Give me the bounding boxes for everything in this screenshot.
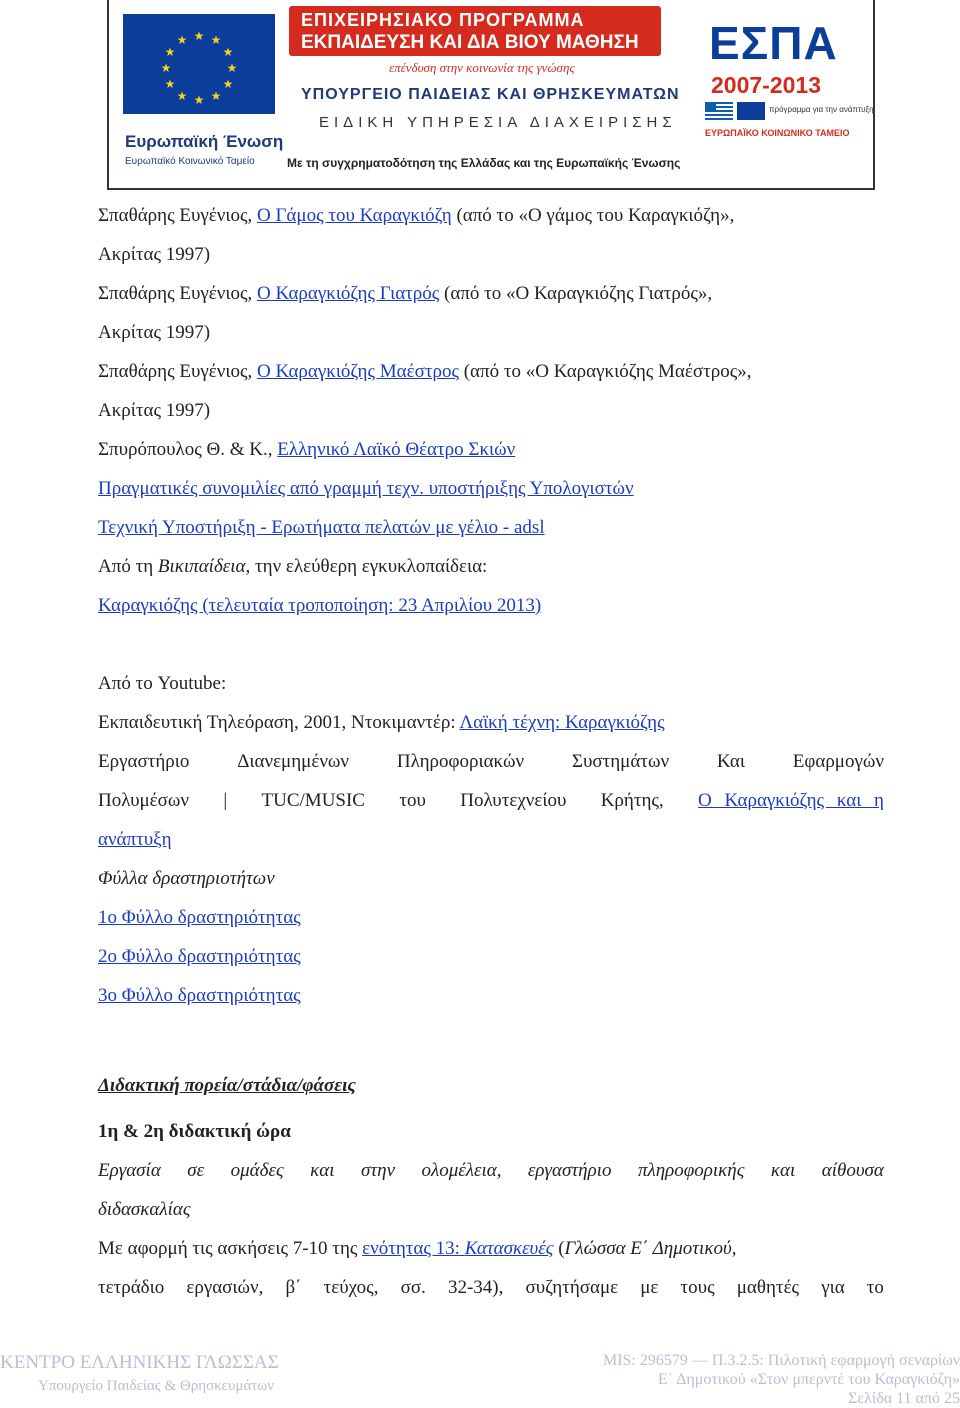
book-title: Γλώσσα Ε΄ Δημοτικού	[564, 1238, 732, 1259]
youtube-link-anaptyksi[interactable]: Ο Καραγκιόζης και η	[698, 790, 884, 811]
reference-3	[98, 360, 752, 384]
word: αίθουσα	[821, 1160, 884, 1181]
word: Πολυτεχνείου	[460, 790, 567, 811]
activity-sheet-1	[98, 906, 301, 930]
separator: |	[223, 790, 228, 811]
word: συζητήσαμε	[525, 1277, 619, 1298]
word: σσ.	[400, 1277, 426, 1298]
unit-13-title: Κατασκευές	[464, 1238, 554, 1259]
reference-source: (από το «Ο γάμος του Καραγκιόζη»,	[456, 205, 735, 226]
footer-mis: MIS: 296579 — Π.3.2.5: Πιλοτική εφαρμογή σεναρίων	[602, 1352, 960, 1369]
programme-logo	[289, 6, 689, 156]
svg-text:★: ★	[210, 33, 222, 47]
programme-box	[289, 6, 661, 56]
reference-5	[98, 477, 634, 501]
footer-page-number: Σελίδα 11 από 25	[848, 1390, 960, 1407]
eu-logo	[123, 14, 284, 182]
reference-link-texniki-ypostiriksi[interactable]: Τεχνική Υποστήριξη - Ερωτήματα πελατών με γέλιο - adsl	[98, 517, 545, 538]
reference-1	[98, 204, 734, 228]
paren: (	[558, 1238, 565, 1259]
word: β΄	[285, 1277, 302, 1298]
eu-small-flag-icon	[737, 102, 765, 120]
unit-13-label: ενότητας 13:	[362, 1238, 460, 1259]
svg-text:★: ★	[222, 77, 234, 91]
activity-sheet-3	[98, 984, 301, 1008]
reference-author: Σπυρόπουλος Θ. & Κ.,	[98, 439, 273, 460]
eu-flag-icon	[123, 14, 275, 114]
wikipedia-ref	[98, 594, 541, 618]
activity-sheets-heading: Φύλλα δραστηριοτήτων	[98, 868, 275, 889]
wikipedia-link-karagkiozis[interactable]: Καραγκιόζης (τελευταία τροποποίηση: 23 Απριλίου 2013)	[98, 595, 542, 616]
espa-years: 2007-2013	[711, 72, 821, 98]
word: για	[821, 1277, 845, 1298]
espa-logo	[703, 14, 874, 154]
word: Εργαστήριο	[98, 751, 190, 772]
word: Συστημάτων	[571, 751, 670, 772]
word: με	[640, 1277, 659, 1298]
word: στην	[360, 1160, 395, 1181]
youtube-ref-3	[98, 789, 884, 813]
word: 32-34),	[447, 1277, 504, 1298]
word: μαθητές	[736, 1277, 800, 1298]
activity-sheet-link-3[interactable]: 3ο Φύλλο δραστηριότητας	[98, 985, 301, 1006]
youtube-ref-3-cont	[98, 828, 172, 852]
header-banner	[107, 0, 875, 190]
wikipedia-intro	[98, 555, 487, 579]
wiki-name: Βικιπαίδεια	[157, 556, 246, 577]
footer-organization: ΚΕΝΤΡΟ ΕΛΛΗΝΙΚΗΣ ΓΛΩΣΣΑΣ	[0, 1352, 279, 1373]
wiki-pre: Από τη	[98, 556, 154, 577]
word: τετράδιο	[98, 1277, 165, 1298]
espa-title: ΕΣΠΑ	[709, 17, 838, 69]
reference-author: Σπαθάρης Ευγένιος,	[98, 205, 253, 226]
activity-sheet-link-2[interactable]: 2ο Φύλλο δραστηριότητας	[98, 946, 301, 967]
word: σε	[187, 1160, 205, 1181]
word: Κρήτης,	[600, 790, 664, 811]
reference-2-cont: Ακρίτας 1997)	[98, 322, 211, 343]
svg-text:★: ★	[164, 45, 176, 59]
svg-text:★: ★	[193, 93, 205, 107]
reference-3-cont: Ακρίτας 1997)	[98, 400, 211, 421]
reference-author: Σπαθάρης Ευγένιος,	[98, 283, 253, 304]
footer-course: Ε΄ Δημοτικού «Στον μπερντέ του Καραγκιόζη»	[657, 1371, 960, 1388]
word: TUC/MUSIC	[261, 790, 365, 811]
word: του	[399, 790, 426, 811]
svg-text:★: ★	[193, 29, 205, 43]
programme-title: ΕΠΙΧΕΙΡΗΣΙΑΚΟ ΠΡΟΓΡΑΜΜΑ	[301, 10, 585, 30]
svg-text:★: ★	[176, 89, 188, 103]
reference-link-theatro-skion[interactable]: Ελληνικό Λαϊκό Θέατρο Σκιών	[277, 439, 516, 460]
word: τους	[680, 1277, 715, 1298]
reference-link-giatros[interactable]: Ο Καραγκιόζης Γιατρός	[256, 283, 440, 304]
didactic-heading: Διδακτική πορεία/στάδια/φάσεις	[98, 1075, 356, 1096]
espa-fund-name: ΕΥΡΩΠΑΪΚΟ ΚΟΙΝΩΝΙΚΟ ΤΑΜΕΙΟ	[705, 128, 850, 138]
youtube-ref-2	[98, 750, 884, 774]
word: Διανεμημένων	[237, 751, 350, 772]
greek-flag-icon	[705, 102, 733, 120]
svg-text:★: ★	[164, 77, 176, 91]
word: και	[770, 1160, 796, 1181]
paragraph-line-2	[98, 1276, 884, 1300]
youtube-ref-1	[98, 711, 665, 735]
word: και	[310, 1160, 335, 1181]
ministry-name: ΥΠΟΥΡΓΕΙΟ ΠΑΙΔΕΙΑΣ ΚΑΙ ΘΡΗΣΚΕΥΜΑΤΩΝ	[301, 86, 680, 103]
comma: ,	[731, 1238, 737, 1259]
youtube-ref-1-text: Εκπαιδευτική Τηλεόραση, 2001, Ντοκιμαντέρ:	[98, 712, 456, 733]
footer-ministry: Υπουργείο Παιδείας & Θρησκευμάτων	[38, 1378, 274, 1394]
youtube-link-anaptyksi-cont[interactable]: ανάπτυξη	[98, 829, 172, 850]
word: Πληροφοριακών	[396, 751, 525, 772]
reference-link-maestros[interactable]: Ο Καραγκιόζης Μαέστρος	[256, 361, 459, 382]
svg-text:★: ★	[176, 33, 188, 47]
activity-sheet-2	[98, 945, 301, 969]
organization-line	[98, 1159, 884, 1183]
reference-source: (από το «Ο Καραγκιόζης Μαέστρος»,	[463, 361, 752, 382]
word: πληροφορικής	[637, 1160, 745, 1181]
reference-link-gamos[interactable]: Ο Γάμος του Καραγκιόζη	[256, 205, 452, 226]
youtube-link-laiki-texni[interactable]: Λαϊκή τέχνη: Καραγκιόζης	[459, 712, 665, 733]
paragraph-text: Με αφορμή τις ασκήσεις 7-10 της	[98, 1238, 358, 1259]
reference-author: Σπαθάρης Ευγένιος,	[98, 361, 253, 382]
reference-4	[98, 438, 515, 462]
organization-line-cont: διδασκαλίας	[98, 1199, 191, 1220]
programme-tagline: επένδυση στην κοινωνία της γνώσης	[389, 60, 575, 75]
espa-flags	[705, 102, 874, 124]
word: το	[866, 1277, 884, 1298]
eu-fund-name: Ευρωπαϊκό Κοινωνικό Ταμείο	[125, 156, 255, 167]
reference-link-synomilies[interactable]: Πραγματικές συνομιλίες από γραμμή τεχν. υποστήριξης Υπολογιστών	[98, 478, 634, 499]
paragraph-line-1	[98, 1237, 736, 1261]
word: Εφαρμογών	[792, 751, 884, 772]
unit-13-link[interactable]	[362, 1238, 553, 1259]
word: Εργασία	[98, 1160, 161, 1181]
eu-name: Ευρωπαϊκή Ένωση	[125, 132, 284, 151]
reference-source: (από το «Ο Καραγκιόζης Γιατρός»,	[444, 283, 713, 304]
espa-tagline: πρόγραμμα για την ανάπτυξη	[769, 105, 874, 114]
word: ολομέλεια,	[421, 1160, 502, 1181]
cofinancing-note: Με τη συγχρηματοδότηση της Ελλάδας και της Ευρωπαϊκής Ένωσης	[287, 156, 681, 170]
special-service-name: ΕΙΔΙΚΗ ΥΠΗΡΕΣΙΑ ΔΙΑΧΕΙΡΙΣΗΣ	[319, 114, 677, 131]
svg-text:★: ★	[210, 89, 222, 103]
reference-2	[98, 282, 712, 306]
youtube-heading: Από το Youtube:	[98, 673, 227, 694]
svg-text:★: ★	[160, 61, 172, 75]
didactic-hours: 1η & 2η διδακτική ώρα	[98, 1121, 291, 1142]
reference-1-cont: Ακρίτας 1997)	[98, 244, 211, 265]
activity-sheet-link-1[interactable]: 1ο Φύλλο δραστηριότητας	[98, 907, 301, 928]
reference-6	[98, 516, 545, 540]
word: εργαστήριο	[527, 1160, 612, 1181]
programme-subtitle: ΕΚΠΑΙΔΕΥΣΗ ΚΑΙ ΔΙΑ ΒΙΟΥ ΜΑΘΗΣΗ	[301, 32, 639, 53]
word: τεύχος,	[323, 1277, 379, 1298]
word: Και	[716, 751, 745, 772]
svg-text:★: ★	[226, 61, 238, 75]
word: ομάδες	[230, 1160, 284, 1181]
svg-text:★: ★	[222, 45, 234, 59]
word: εργασιών,	[186, 1277, 264, 1298]
word: Πολυμέσων	[98, 790, 190, 811]
wiki-post: , την ελεύθερη εγκυκλοπαίδεια:	[245, 556, 488, 577]
